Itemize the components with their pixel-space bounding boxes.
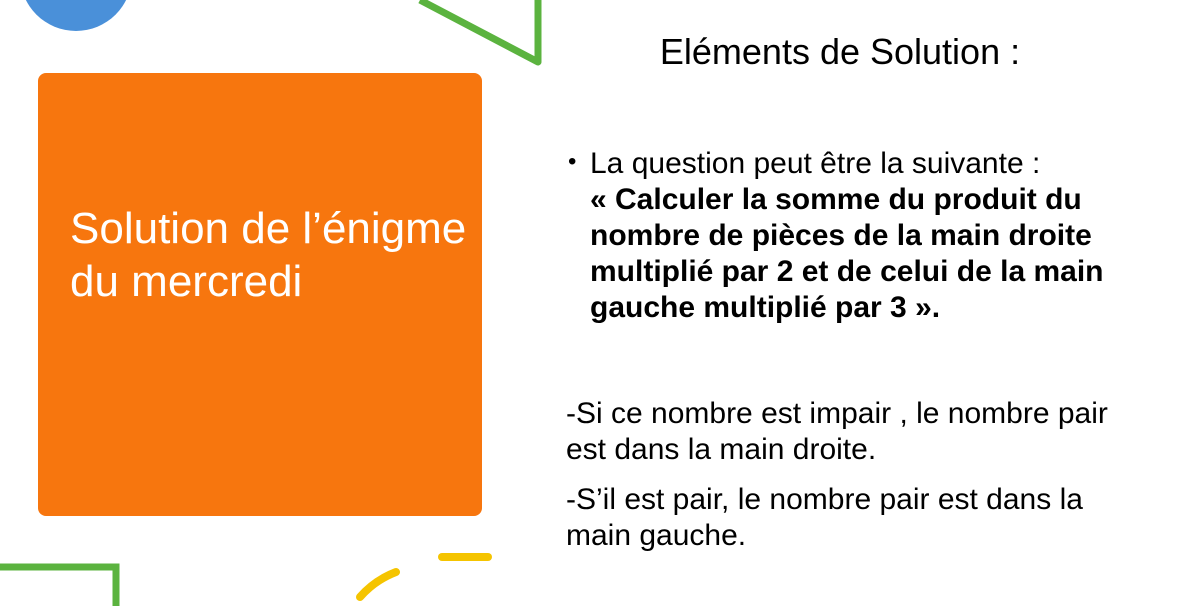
bullet-question: « Calculer la somme du produit du nombre de pièces de la main droite multiplié par 2 et de celui de la main gauche multiplié par 3 ». (590, 183, 1104, 324)
bullet-body (590, 146, 1128, 326)
blue-circle-decoration (20, 0, 132, 31)
title-card (38, 73, 482, 516)
paragraph-odd: -Si ce nombre est impair , le nombre pair est dans la main droite. (566, 397, 1108, 466)
green-corner-decoration (0, 567, 116, 606)
slide-title: Solution de l’énigme du mercredi (70, 204, 467, 306)
paragraph-even: -S’il est pair, le nombre pair est dans la main gauche. (566, 483, 1083, 552)
green-triangle-decoration (420, 0, 538, 62)
yellow-dash-decoration (360, 572, 396, 597)
bullet-intro: La question peut être la suivante : (590, 147, 1041, 180)
section-heading: Eléments de Solution : (659, 31, 1021, 72)
bullet-item (568, 146, 1128, 326)
bullet-dot-icon: • (568, 148, 577, 175)
